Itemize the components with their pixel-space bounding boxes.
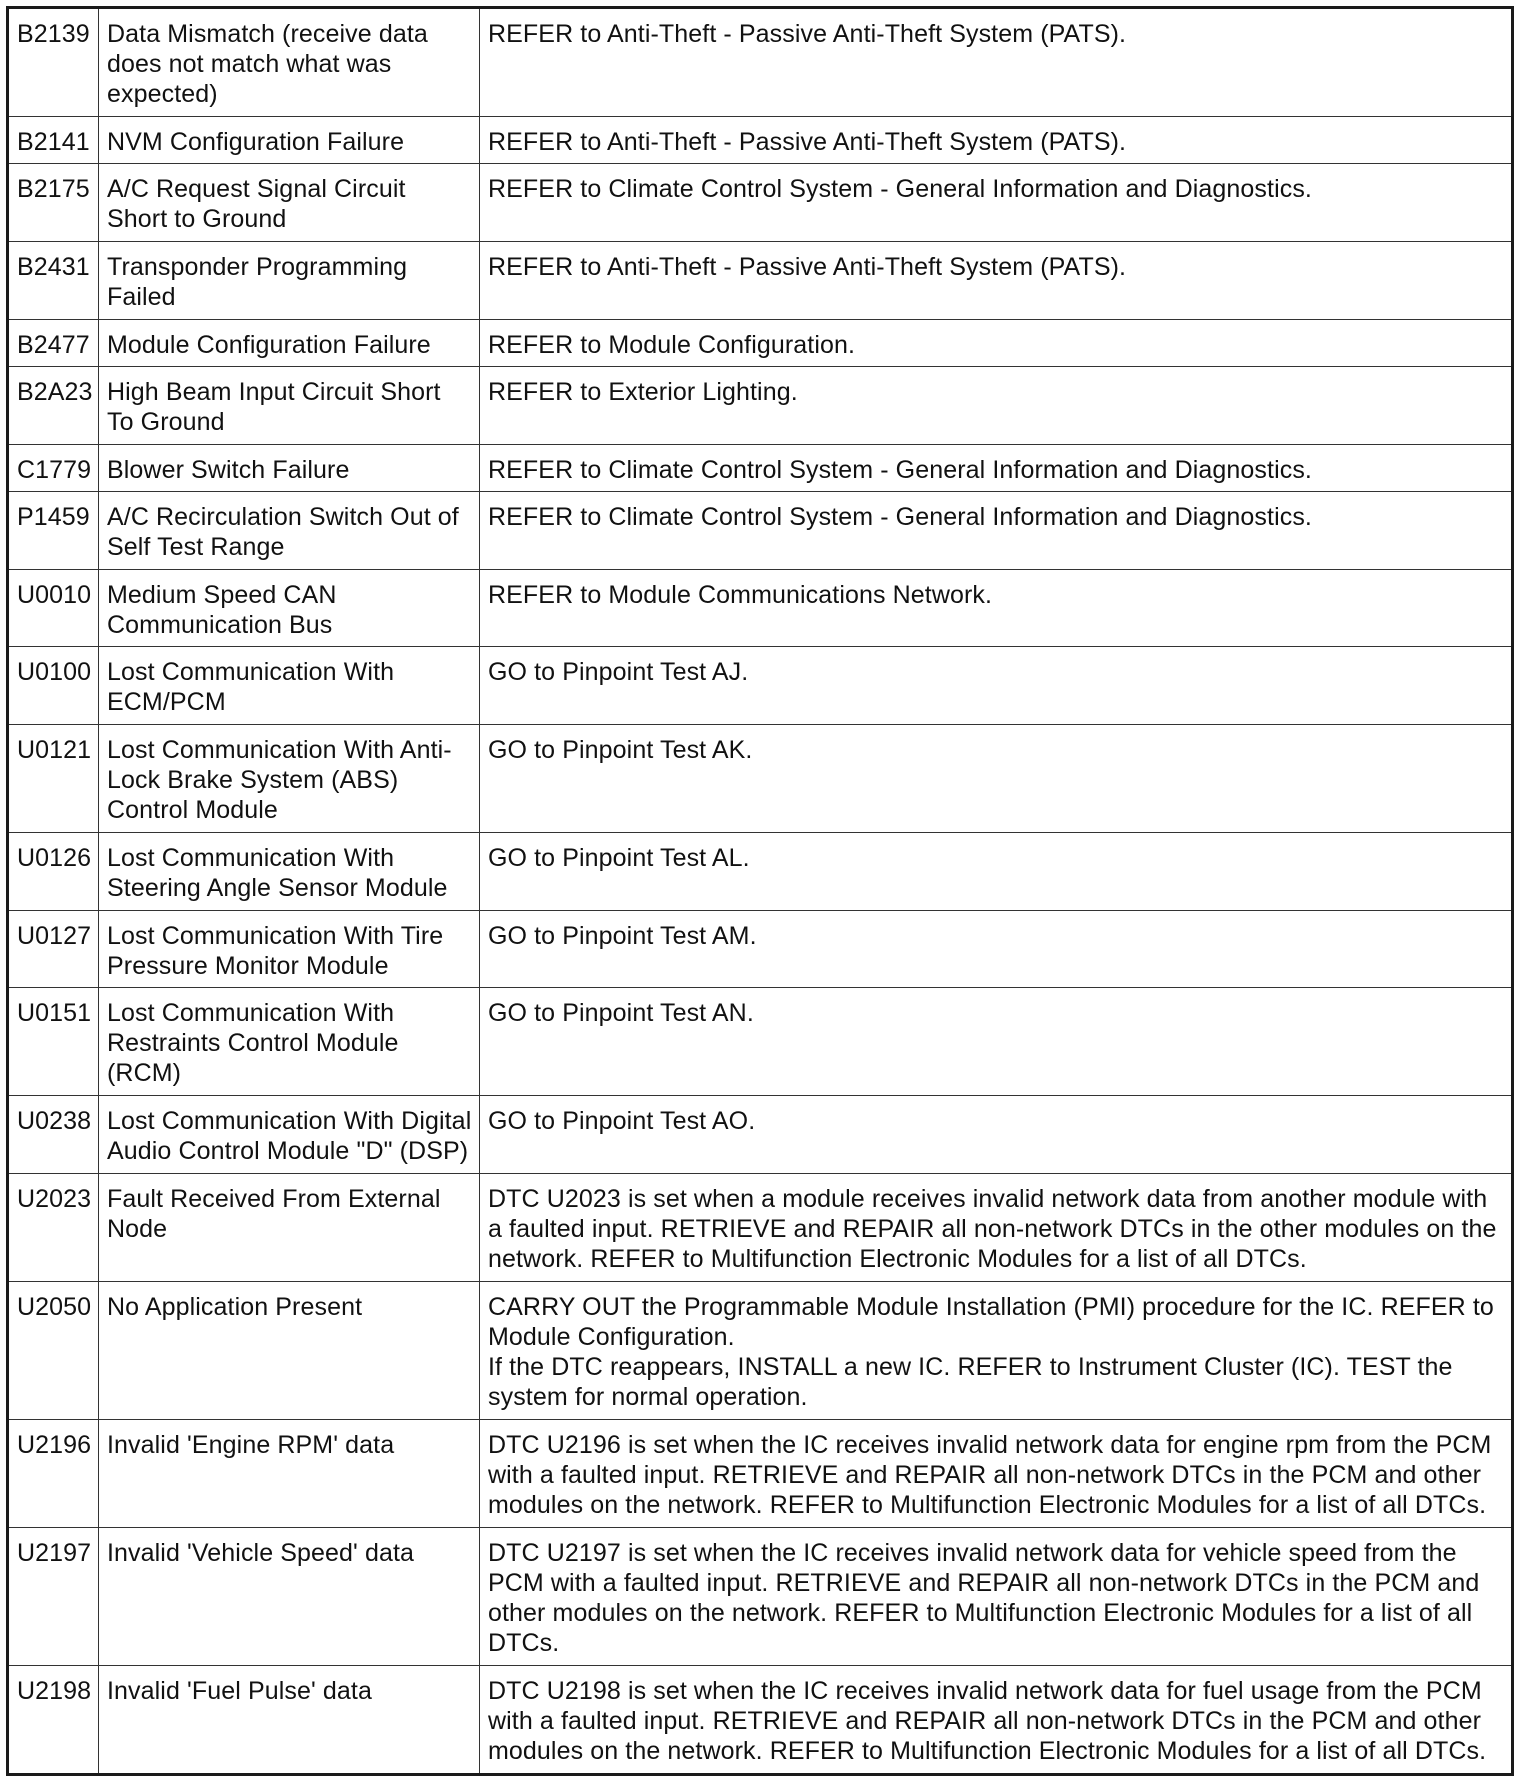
table-row (8, 1527, 1513, 1665)
dtc-action-cell (480, 1281, 1513, 1419)
action-text: DTC U2198 is set when the IC receives invalid network data for fuel usage from the PCM with a faulted input. RETRIEVE and REPAIR all non-network DTCs in the PCM and other modules on the network. REFER to Multifunction Electronic Modules for a list of all DTCs. (488, 1676, 1487, 1765)
dtc-action-cell (480, 1527, 1513, 1665)
dtc-table-body (8, 8, 1513, 1775)
dtc-action-cell (480, 8, 1513, 117)
dtc-code-cell: U0127 (8, 910, 99, 988)
action-text: GO to Pinpoint Test AO. (488, 1107, 756, 1136)
table-row (8, 1665, 1513, 1774)
dtc-action-cell (480, 988, 1513, 1096)
action-text: GO to Pinpoint Test AL. (488, 843, 750, 872)
table-row (8, 1173, 1513, 1281)
action-text: REFER to Climate Control System - General Information and Diagnostics. (488, 503, 1312, 532)
table-row (8, 910, 1513, 988)
table-row (8, 725, 1513, 833)
dtc-code-cell: U0238 (8, 1096, 99, 1174)
dtc-description-cell: Fault Received From External Node (99, 1173, 480, 1281)
table-row (8, 444, 1513, 491)
dtc-action-cell (480, 647, 1513, 725)
dtc-code-cell: U0100 (8, 647, 99, 725)
table-row (8, 241, 1513, 319)
dtc-code-cell: U0010 (8, 569, 99, 647)
action-text: CARRY OUT the Programmable Module Installation (PMI) procedure for the IC. REFER to Module Configuration. (488, 1292, 1494, 1351)
dtc-description-cell: Module Configuration Failure (99, 319, 480, 366)
dtc-description-cell: NVM Configuration Failure (99, 116, 480, 163)
action-text: DTC U2197 is set when the IC receives invalid network data for vehicle speed from the PCM with a faulted input. RETRIEVE and REPAIR all non-network DTCs in the PCM and other modules on the network. REFER to Multifunction Electronic Modules for a list of all DTCs. (488, 1538, 1480, 1657)
dtc-description-cell: Lost Communication With Digital Audio Control Module "D" (DSP) (99, 1096, 480, 1174)
table-row (8, 319, 1513, 366)
table-row (8, 1096, 1513, 1174)
dtc-action-cell (480, 1173, 1513, 1281)
dtc-action-cell (480, 1419, 1513, 1527)
dtc-code-cell: B2431 (8, 241, 99, 319)
action-text: GO to Pinpoint Test AK. (488, 736, 753, 765)
action-text: DTC U2023 is set when a module receives invalid network data from another module with a faulted input. RETRIEVE and REPAIR all non-network DTCs in the other modules on the network. REFER to Multifunction Electronic Modules for a list of all DTCs. (488, 1184, 1497, 1273)
dtc-code-cell: B2139 (8, 8, 99, 117)
dtc-action-cell (480, 725, 1513, 833)
dtc-action-cell (480, 569, 1513, 647)
dtc-description-cell: A/C Recirculation Switch Out of Self Test Range (99, 492, 480, 570)
action-text: REFER to Module Configuration. (488, 330, 856, 359)
dtc-description-cell: Lost Communication With Tire Pressure Monitor Module (99, 910, 480, 988)
dtc-code-cell: U2196 (8, 1419, 99, 1527)
dtc-action-cell (480, 1096, 1513, 1174)
table-row (8, 164, 1513, 242)
dtc-action-cell (480, 492, 1513, 570)
dtc-action-cell (480, 444, 1513, 491)
dtc-description-cell: High Beam Input Circuit Short To Ground (99, 367, 480, 445)
dtc-action-cell (480, 1665, 1513, 1774)
dtc-description-cell: Lost Communication With Anti-Lock Brake System (ABS) Control Module (99, 725, 480, 833)
dtc-description-cell: Lost Communication With Restraints Control Module (RCM) (99, 988, 480, 1096)
table-row (8, 647, 1513, 725)
action-text: REFER to Module Communications Network. (488, 580, 993, 609)
dtc-action-cell (480, 116, 1513, 163)
dtc-code-cell: B2175 (8, 164, 99, 242)
dtc-code-cell: P1459 (8, 492, 99, 570)
dtc-action-cell (480, 319, 1513, 366)
document-page (6, 6, 1514, 1776)
table-row (8, 569, 1513, 647)
dtc-code-cell: B2477 (8, 319, 99, 366)
action-text: REFER to Climate Control System - General Information and Diagnostics. (488, 455, 1312, 484)
dtc-description-cell: Blower Switch Failure (99, 444, 480, 491)
dtc-code-cell: U2198 (8, 1665, 99, 1774)
dtc-code-cell: C1779 (8, 444, 99, 491)
table-row (8, 116, 1513, 163)
dtc-action-cell (480, 910, 1513, 988)
table-row (8, 8, 1513, 117)
action-text: REFER to Anti-Theft - Passive Anti-Theft System (PATS). (488, 20, 1127, 48)
action-text: If the DTC reappears, INSTALL a new IC. REFER to Instrument Cluster (IC). TEST the system for normal operation. (488, 1352, 1453, 1411)
dtc-code-cell: B2141 (8, 116, 99, 163)
dtc-description-cell: No Application Present (99, 1281, 480, 1419)
dtc-code-cell: U0126 (8, 832, 99, 910)
table-row (8, 1419, 1513, 1527)
dtc-description-cell: A/C Request Signal Circuit Short to Ground (99, 164, 480, 242)
dtc-description-cell: Lost Communication With Steering Angle Sensor Module (99, 832, 480, 910)
dtc-description-cell: Invalid 'Vehicle Speed' data (99, 1527, 480, 1665)
table-row (8, 367, 1513, 445)
dtc-description-cell: Lost Communication With ECM/PCM (99, 647, 480, 725)
dtc-description-cell: Invalid 'Engine RPM' data (99, 1419, 480, 1527)
dtc-action-cell (480, 832, 1513, 910)
dtc-action-cell (480, 164, 1513, 242)
action-text: REFER to Climate Control System - General Information and Diagnostics. (488, 175, 1312, 204)
dtc-code-cell: U2023 (8, 1173, 99, 1281)
dtc-description-cell: Transponder Programming Failed (99, 241, 480, 319)
dtc-action-cell (480, 241, 1513, 319)
dtc-code-cell: U0151 (8, 988, 99, 1096)
table-row (8, 1281, 1513, 1419)
dtc-action-cell (480, 367, 1513, 445)
action-text: REFER to Anti-Theft - Passive Anti-Theft System (PATS). (488, 252, 1127, 281)
action-text: DTC U2196 is set when the IC receives invalid network data for engine rpm from the PCM with a faulted input. RETRIEVE and REPAIR all non-network DTCs in the PCM and other modules on the network. REFER to Multifunction Electronic Modules for a list of all DTCs. (488, 1430, 1492, 1519)
dtc-table (6, 6, 1514, 1776)
dtc-code-cell: B2A23 (8, 367, 99, 445)
dtc-description-cell: Data Mismatch (receive data does not match what was expected) (99, 8, 480, 117)
dtc-code-cell: U2050 (8, 1281, 99, 1419)
dtc-description-cell: Medium Speed CAN Communication Bus (99, 569, 480, 647)
action-text: GO to Pinpoint Test AJ. (488, 658, 749, 687)
action-text: REFER to Exterior Lighting. (488, 378, 798, 407)
dtc-description-cell: Invalid 'Fuel Pulse' data (99, 1665, 480, 1774)
action-text: REFER to Anti-Theft - Passive Anti-Theft System (PATS). (488, 127, 1127, 156)
action-text: GO to Pinpoint Test AN. (488, 999, 754, 1028)
table-row (8, 832, 1513, 910)
dtc-code-cell: U0121 (8, 725, 99, 833)
dtc-code-cell: U2197 (8, 1527, 99, 1665)
table-row (8, 492, 1513, 570)
action-text: GO to Pinpoint Test AM. (488, 921, 757, 950)
table-row (8, 988, 1513, 1096)
